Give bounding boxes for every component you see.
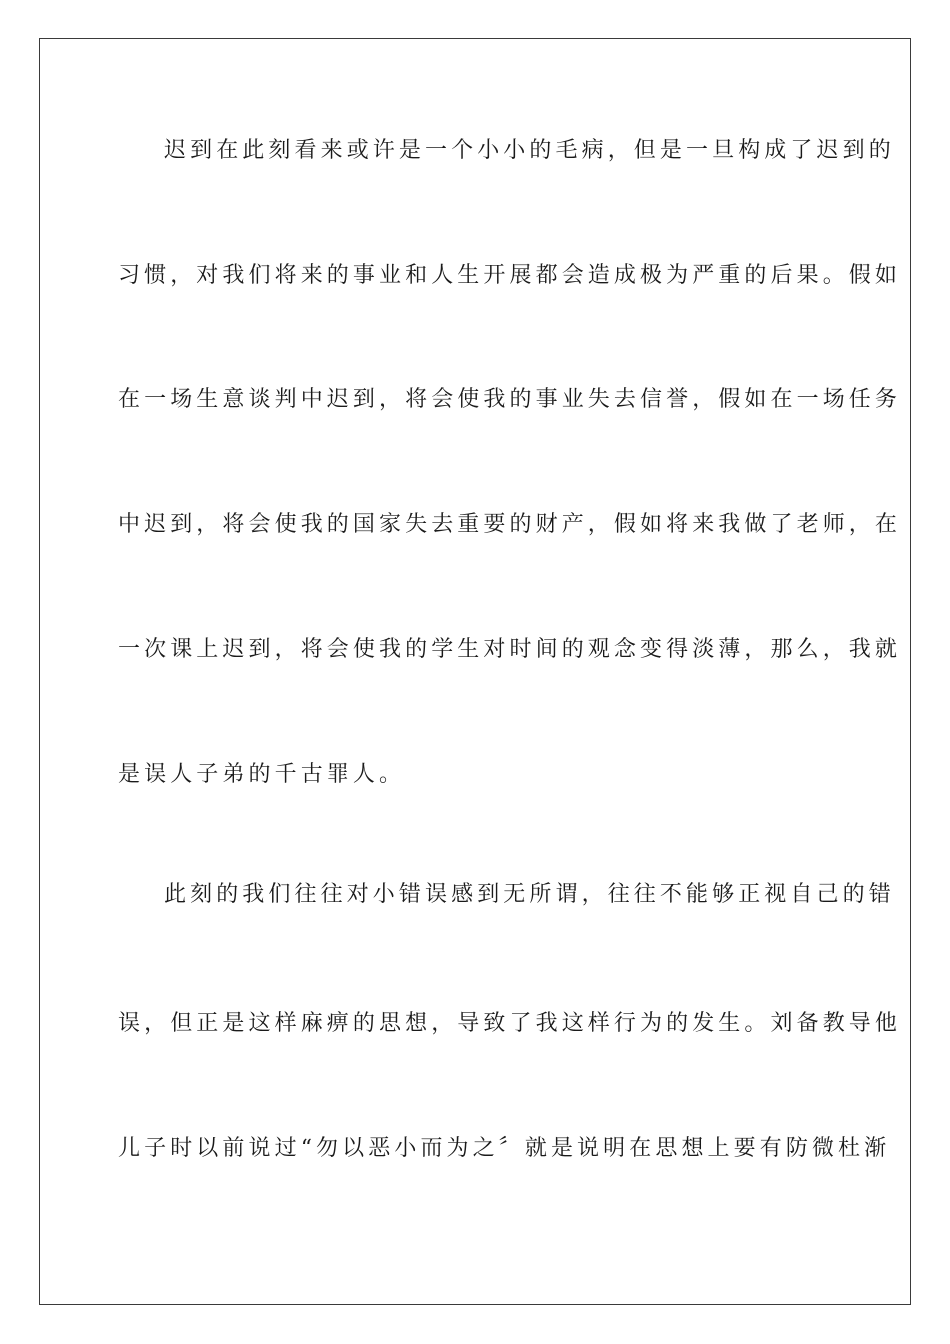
text-line: 误，但正是这样麻痹的思想，导致了我这样行为的发生。刘备教导他 <box>118 1011 902 1036</box>
page-border <box>39 38 911 1305</box>
text-line: 中迟到，将会使我的国家失去重要的财产，假如将来我做了老师，在 <box>118 512 902 537</box>
text-line: 儿子时以前说过“勿以恶小而为之〞就是说明在思想上要有防微杜渐 <box>118 1136 891 1161</box>
text-line: 一次课上迟到，将会使我的学生对时间的观念变得淡薄，那么，我就 <box>118 637 902 662</box>
text-line: 在一场生意谈判中迟到，将会使我的事业失去信誉，假如在一场任务 <box>118 387 902 412</box>
text-line: 习惯，对我们将来的事业和人生开展都会造成极为严重的后果。假如 <box>118 263 902 288</box>
text-line: 迟到在此刻看来或许是一个小小的毛病，但是一旦构成了迟到的 <box>164 138 895 163</box>
text-line: 此刻的我们往往对小错误感到无所谓，往往不能够正视自己的错 <box>164 882 895 907</box>
text-line: 是误人子弟的千古罪人。 <box>118 762 406 787</box>
